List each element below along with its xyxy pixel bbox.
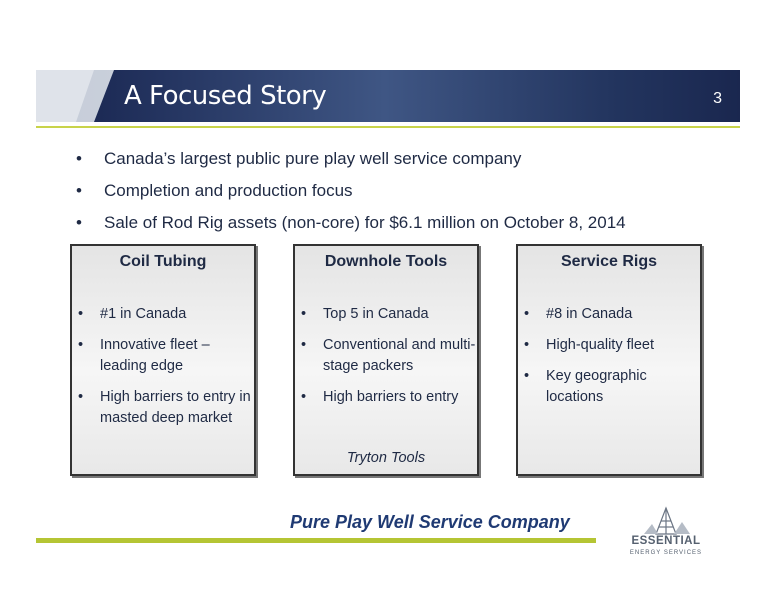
logo-subtitle: ENERGY SERVICES xyxy=(629,550,703,556)
card-title: Coil Tubing xyxy=(119,253,207,270)
card-title: Downhole Tools xyxy=(324,253,448,270)
summary-bullet: • Canada’s largest public pure play well service company xyxy=(76,148,626,180)
card-bullet: • Key geographic locations xyxy=(524,366,700,408)
card-bullet: • High-quality fleet xyxy=(524,335,700,356)
card-bullets xyxy=(78,304,254,439)
slide-number: 3 xyxy=(713,90,722,107)
card-downhole-tools xyxy=(293,244,479,476)
tagline: Pure Play Well Service Company xyxy=(290,512,570,532)
card-service-rigs xyxy=(516,244,702,476)
card-bullet: • Top 5 in Canada xyxy=(301,304,477,325)
summary-bullets xyxy=(76,148,626,244)
title-divider xyxy=(36,126,740,128)
card-bullet: • Conventional and multi-stage packers xyxy=(301,335,477,377)
card-title: Service Rigs xyxy=(560,253,658,270)
card-bullet: • High barriers to entry in masted deep market xyxy=(78,387,254,429)
card-footer: Tryton Tools xyxy=(346,450,426,466)
card-coil-tubing xyxy=(70,244,256,476)
derrick-icon xyxy=(620,506,712,536)
footer-divider xyxy=(36,538,596,543)
logo-name: ESSENTIAL xyxy=(631,535,701,547)
card-bullet: • High barriers to entry xyxy=(301,387,477,408)
card-bullet: • Innovative fleet – leading edge xyxy=(78,335,254,377)
summary-bullet: • Sale of Rod Rig assets (non-core) for $6.1 million on October 8, 2014 xyxy=(76,212,626,244)
summary-bullet: • Completion and production focus xyxy=(76,180,626,212)
slide-title: A Focused Story xyxy=(124,81,327,111)
card-bullet: • #1 in Canada xyxy=(78,304,254,325)
card-bullets xyxy=(524,304,700,418)
card-bullet: • #8 in Canada xyxy=(524,304,700,325)
company-logo xyxy=(620,506,712,566)
card-bullets xyxy=(301,304,477,418)
